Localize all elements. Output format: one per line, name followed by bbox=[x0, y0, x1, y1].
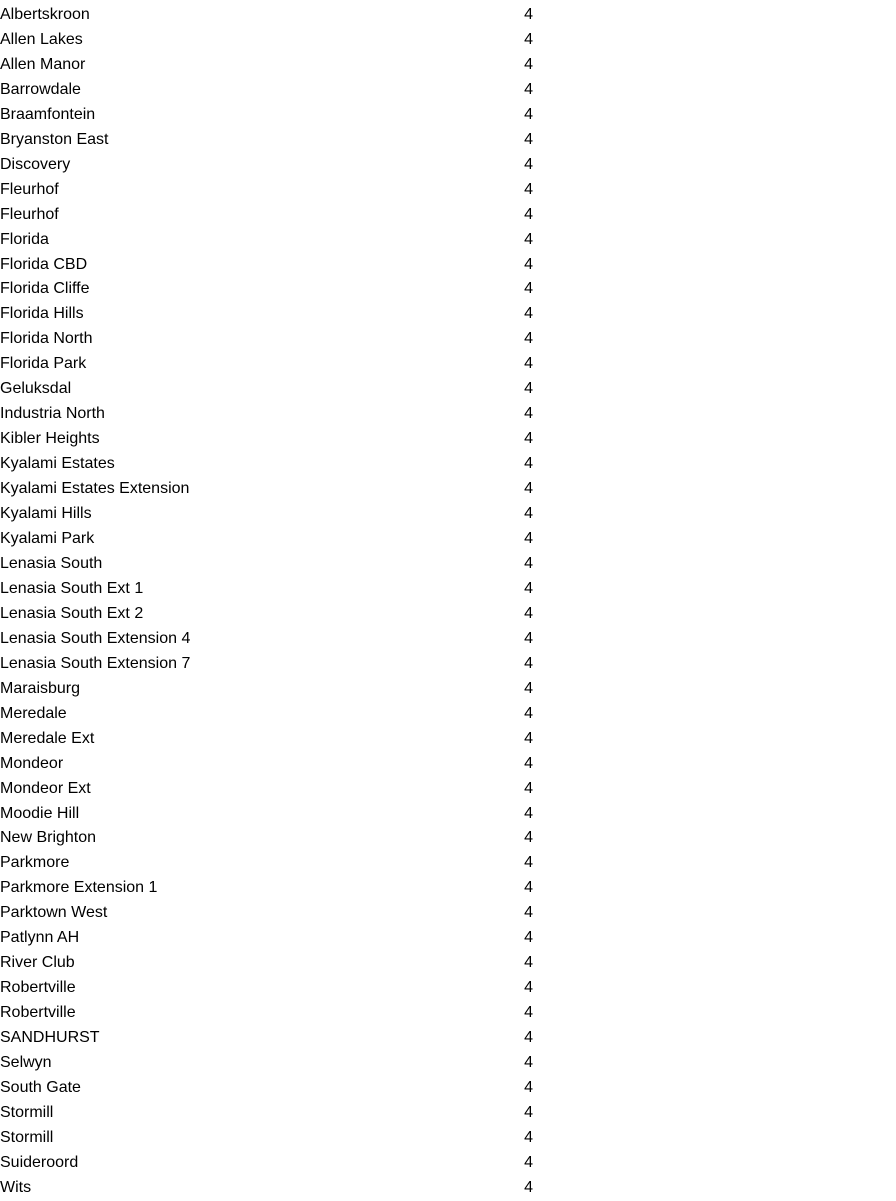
suburb-name-cell[interactable]: Maraisburg bbox=[0, 679, 81, 697]
table-row bbox=[0, 976, 896, 1001]
suburb-name-cell[interactable]: Lenasia South Ext 2 bbox=[0, 604, 144, 622]
suburb-name-cell[interactable]: Geluksdal bbox=[0, 380, 72, 398]
suburb-name-cell[interactable]: Robertville bbox=[0, 979, 76, 997]
suburb-name-cell[interactable]: Florida bbox=[0, 230, 49, 248]
table-row bbox=[0, 502, 896, 527]
count-cell[interactable]: 4 bbox=[524, 480, 533, 498]
count-cell[interactable]: 4 bbox=[524, 80, 533, 98]
suburb-name-cell[interactable]: Fleurhof bbox=[0, 205, 59, 223]
table-row bbox=[0, 203, 896, 228]
table-row bbox=[0, 627, 896, 652]
table-row bbox=[0, 452, 896, 477]
suburb-name-cell[interactable]: Kyalami Hills bbox=[0, 505, 92, 523]
count-cell[interactable]: 4 bbox=[524, 754, 533, 772]
table-row bbox=[0, 951, 896, 976]
table-row bbox=[0, 128, 896, 153]
table-row bbox=[0, 327, 896, 352]
count-cell[interactable]: 4 bbox=[524, 1128, 533, 1146]
suburb-name-cell[interactable]: Lenasia South bbox=[0, 554, 103, 572]
count-cell[interactable]: 4 bbox=[524, 130, 533, 148]
count-cell[interactable]: 4 bbox=[524, 1178, 533, 1196]
count-cell[interactable]: 4 bbox=[524, 430, 533, 448]
table-row bbox=[0, 802, 896, 827]
table-row bbox=[0, 552, 896, 577]
table-row bbox=[0, 702, 896, 727]
table-row bbox=[0, 901, 896, 926]
count-cell[interactable]: 4 bbox=[524, 155, 533, 173]
count-cell[interactable]: 4 bbox=[524, 804, 533, 822]
table-row bbox=[0, 527, 896, 552]
count-cell[interactable]: 4 bbox=[524, 180, 533, 198]
suburb-name-cell[interactable]: Florida North bbox=[0, 330, 93, 348]
table-row bbox=[0, 78, 896, 103]
count-cell[interactable]: 4 bbox=[524, 330, 533, 348]
table-row bbox=[0, 602, 896, 627]
count-cell[interactable]: 4 bbox=[524, 1029, 533, 1047]
suburb-name-cell[interactable]: Wits bbox=[0, 1178, 32, 1196]
table-row bbox=[0, 103, 896, 128]
suburb-name-cell[interactable]: Mondeor Ext bbox=[0, 779, 91, 797]
table-row bbox=[0, 1151, 896, 1176]
suburb-name-cell[interactable]: Bryanston East bbox=[0, 130, 109, 148]
count-cell[interactable]: 4 bbox=[524, 579, 533, 597]
suburb-name-cell[interactable]: River Club bbox=[0, 954, 75, 972]
suburb-name-cell[interactable]: Allen Manor bbox=[0, 55, 86, 73]
table-row bbox=[0, 752, 896, 777]
table-row bbox=[0, 777, 896, 802]
table-row bbox=[0, 876, 896, 901]
suburb-name-cell[interactable]: Robertville bbox=[0, 1004, 76, 1022]
table-row bbox=[0, 352, 896, 377]
count-cell[interactable]: 4 bbox=[524, 105, 533, 123]
suburb-name-cell[interactable]: Parkmore bbox=[0, 854, 70, 872]
count-cell[interactable]: 4 bbox=[524, 1054, 533, 1072]
table-row bbox=[0, 228, 896, 253]
count-cell[interactable]: 4 bbox=[524, 829, 533, 847]
table-row bbox=[0, 851, 896, 876]
count-cell[interactable]: 4 bbox=[524, 854, 533, 872]
suburb-name-cell[interactable]: Florida Cliffe bbox=[0, 280, 90, 298]
suburb-name-cell[interactable]: Suideroord bbox=[0, 1153, 79, 1171]
count-cell[interactable]: 4 bbox=[524, 779, 533, 797]
suburb-name-cell[interactable]: Stormill bbox=[0, 1103, 54, 1121]
table-row bbox=[0, 577, 896, 602]
count-cell[interactable]: 4 bbox=[524, 305, 533, 323]
count-cell[interactable]: 4 bbox=[524, 530, 533, 548]
count-cell[interactable]: 4 bbox=[524, 629, 533, 647]
table-row bbox=[0, 926, 896, 951]
suburb-name-cell[interactable]: Fleurhof bbox=[0, 180, 59, 198]
suburb-name-cell[interactable]: Lenasia South Extension 4 bbox=[0, 629, 191, 647]
suburb-name-cell[interactable]: Florida CBD bbox=[0, 255, 88, 273]
suburb-name-cell[interactable]: Stormill bbox=[0, 1128, 54, 1146]
table-row bbox=[0, 402, 896, 427]
table-row bbox=[0, 253, 896, 278]
count-cell[interactable]: 4 bbox=[524, 654, 533, 672]
suburb-name-cell[interactable]: Florida Park bbox=[0, 355, 87, 373]
table-row bbox=[0, 178, 896, 203]
suburb-name-cell[interactable]: Florida Hills bbox=[0, 305, 84, 323]
table-row bbox=[0, 153, 896, 178]
table-row bbox=[0, 1101, 896, 1126]
suburb-name-cell[interactable]: Discovery bbox=[0, 155, 71, 173]
count-cell[interactable]: 4 bbox=[524, 280, 533, 298]
suburb-name-cell[interactable]: Kyalami Estates bbox=[0, 455, 115, 473]
table-row bbox=[0, 1001, 896, 1026]
count-cell[interactable]: 4 bbox=[524, 30, 533, 48]
suburb-name-cell[interactable]: Moodie Hill bbox=[0, 804, 80, 822]
table-row bbox=[0, 652, 896, 677]
suburb-name-cell[interactable]: Industria North bbox=[0, 405, 105, 423]
table-row bbox=[0, 377, 896, 402]
count-cell[interactable]: 4 bbox=[524, 405, 533, 423]
count-cell[interactable]: 4 bbox=[524, 904, 533, 922]
count-cell[interactable]: 4 bbox=[524, 679, 533, 697]
suburb-name-cell[interactable]: Lenasia South Extension 7 bbox=[0, 654, 191, 672]
suburb-name-cell[interactable]: Parktown West bbox=[0, 904, 108, 922]
count-cell[interactable]: 4 bbox=[524, 505, 533, 523]
count-cell[interactable]: 4 bbox=[524, 55, 533, 73]
count-cell[interactable]: 4 bbox=[524, 1078, 533, 1096]
table-row bbox=[0, 677, 896, 702]
suburb-name-cell[interactable]: Meredale Ext bbox=[0, 729, 95, 747]
count-cell[interactable]: 4 bbox=[524, 6, 533, 23]
table-row bbox=[0, 1026, 896, 1051]
count-cell[interactable]: 4 bbox=[524, 954, 533, 972]
count-cell[interactable]: 4 bbox=[524, 380, 533, 398]
suburb-name-cell[interactable]: SANDHURST bbox=[0, 1029, 100, 1047]
suburb-name-cell[interactable]: Meredale bbox=[0, 704, 67, 722]
count-cell[interactable]: 4 bbox=[524, 554, 533, 572]
suburb-name-cell[interactable]: Lenasia South Ext 1 bbox=[0, 579, 144, 597]
suburb-name-cell[interactable]: Kyalami Estates Extension bbox=[0, 480, 190, 498]
suburb-name-cell[interactable]: Barrowdale bbox=[0, 80, 81, 98]
count-cell[interactable]: 4 bbox=[524, 205, 533, 223]
table-row bbox=[0, 28, 896, 53]
count-cell[interactable]: 4 bbox=[524, 230, 533, 248]
table-row bbox=[0, 427, 896, 452]
suburb-name-cell[interactable]: Patlynn AH bbox=[0, 929, 80, 947]
suburb-name-cell[interactable]: Allen Lakes bbox=[0, 30, 83, 48]
count-cell[interactable]: 4 bbox=[524, 1153, 533, 1171]
count-cell[interactable]: 4 bbox=[524, 255, 533, 273]
table-row bbox=[0, 1126, 896, 1151]
suburb-name-cell[interactable]: Selwyn bbox=[0, 1054, 52, 1072]
suburb-name-cell[interactable]: New Brighton bbox=[0, 829, 97, 847]
count-cell[interactable]: 4 bbox=[524, 979, 533, 997]
suburb-name-cell[interactable]: Braamfontein bbox=[0, 105, 96, 123]
count-cell[interactable]: 4 bbox=[524, 355, 533, 373]
table-row bbox=[0, 302, 896, 327]
suburb-name-cell[interactable]: Mondeor bbox=[0, 754, 64, 772]
table-row bbox=[0, 1051, 896, 1076]
table-row bbox=[0, 826, 896, 851]
table-row bbox=[0, 1076, 896, 1101]
table-row bbox=[0, 477, 896, 502]
count-cell[interactable]: 4 bbox=[524, 1103, 533, 1121]
table-row bbox=[0, 1176, 896, 1201]
suburb-name-cell[interactable]: Kibler Heights bbox=[0, 430, 100, 448]
table-row bbox=[0, 277, 896, 302]
suburb-name-cell[interactable]: Albertskroon bbox=[0, 6, 90, 23]
suburb-name-cell[interactable]: Parkmore Extension 1 bbox=[0, 879, 158, 897]
suburb-name-cell[interactable]: South Gate bbox=[0, 1078, 81, 1096]
table-row bbox=[0, 53, 896, 78]
count-cell[interactable]: 4 bbox=[524, 879, 533, 897]
table-row bbox=[0, 3, 896, 28]
table-row bbox=[0, 727, 896, 752]
count-cell[interactable]: 4 bbox=[524, 604, 533, 622]
count-cell[interactable]: 4 bbox=[524, 729, 533, 747]
count-cell[interactable]: 4 bbox=[524, 455, 533, 473]
count-cell[interactable]: 4 bbox=[524, 704, 533, 722]
suburb-name-cell[interactable]: Kyalami Park bbox=[0, 530, 95, 548]
count-cell[interactable]: 4 bbox=[524, 929, 533, 947]
count-cell[interactable]: 4 bbox=[524, 1004, 533, 1022]
